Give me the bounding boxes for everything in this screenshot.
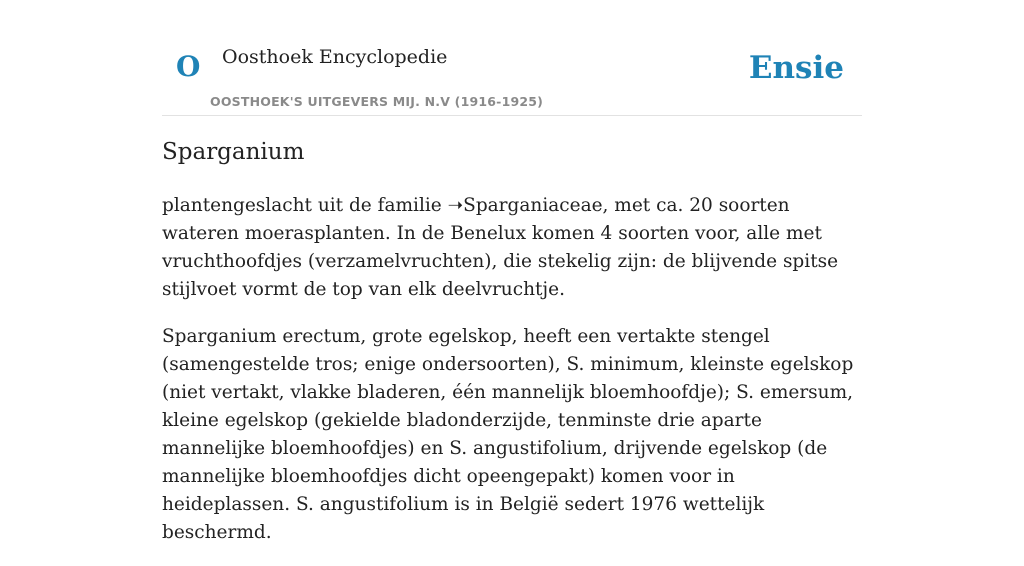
source-logo[interactable]: O — [176, 50, 201, 83]
entry-paragraph: plantengeslacht uit de familie ➝Sparganiaceae, met ca. 20 soorten wateren moerasplanten. In de Benelux komen 4 soorten voor, alle met vruchthoofdjes (verzamelvruchten), die stekelig zijn: de blijvende spitse stijlvoet vormt de top van elk deelvruchtje. — [162, 195, 839, 300]
source-header — [162, 30, 862, 116]
entry-body — [162, 192, 862, 566]
entry-title: Sparganium — [162, 139, 305, 165]
publisher-label: OOSTHOEK'S UITGEVERS MIJ. N.V (1916-1925) — [210, 94, 544, 109]
entry-paragraph: Sparganium erectum, grote egelskop, heeft een vertakte stengel (samengestelde tros; enige ondersoorten), S. minimum, kleinste egelskop (niet vertakt, vlakke bladeren, één mannelijk bloemhoofdje); S. emersum, kleine egelskop (gekielde bladonderzijde, tenminste drie aparte mannelijke bloemhoofdjes) en S. angustifolium, drijvende egelskop (de mannelijke bloemhoofdjes dicht opeengepakt) komen voor in heideplassen. S. angustifolium is in België sedert 1976 wettelijk beschermd. — [162, 326, 854, 543]
source-title-link[interactable]: Oosthoek Encyclopedie — [222, 46, 448, 68]
ensie-logo[interactable]: Ensie — [748, 50, 844, 86]
